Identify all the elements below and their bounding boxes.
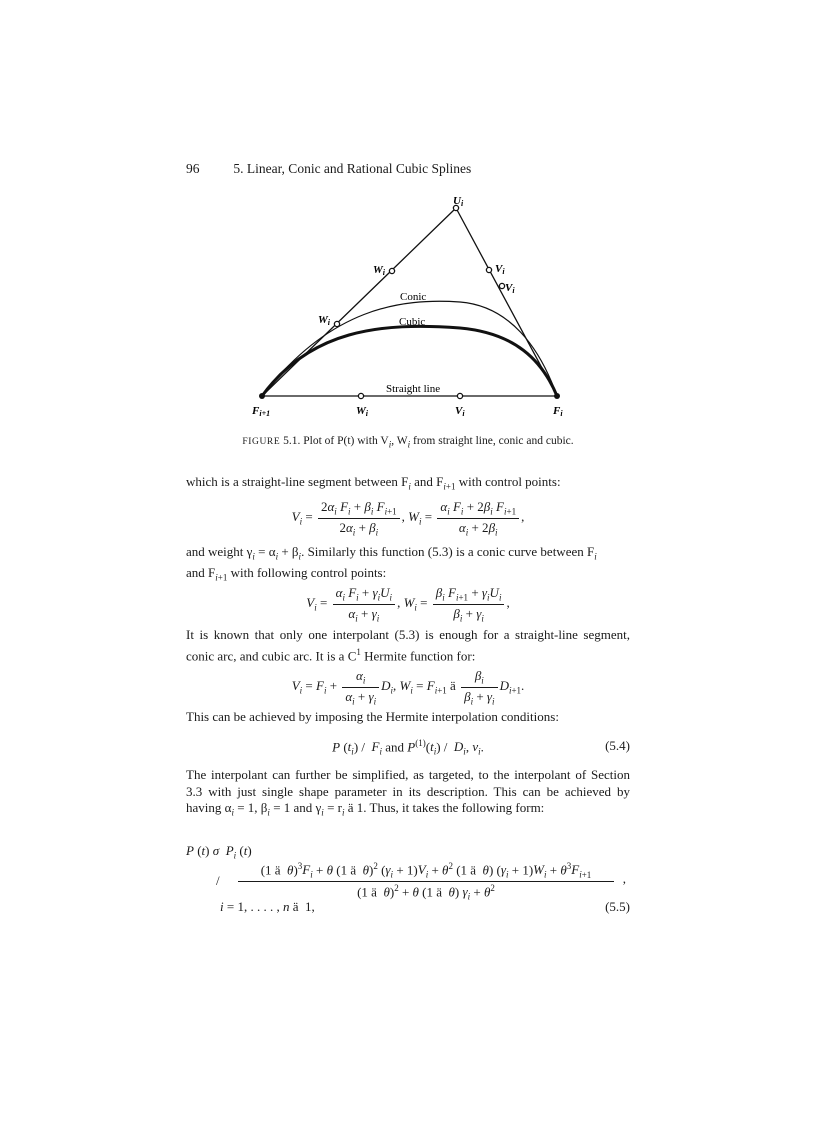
equation-1: $V_i$ = $\frac{2\alpha_i F_i + \beta_i F_{i+1}}{2\alpha_i + \beta_i}$ , $W_i$ = $\frac{\alpha_i F_i + 2\beta_i F_{i+1}}{\alpha_i + 2\beta_i}$ ,	[291, 499, 525, 538]
p2e: and F	[186, 565, 216, 581]
p1b: and F	[410, 474, 444, 489]
equation-2: $V_i$ = $\frac{\alpha_i F_i + \gamma_iU_i}{\alpha_i + \gamma_i}$ , $W_i$ = $\frac{\beta_i F_{i+1} + \gamma_iU_i}{\beta_i + \gamma_i}$ ,	[306, 585, 510, 624]
point-f-i	[554, 393, 560, 399]
p5: The interpolant can further be simplified, as targeted, to the interpolant of Section 3.3 with just single shape parameter in its description. This can be achieved by having α	[186, 767, 630, 815]
label-w-lower: Wi	[318, 314, 331, 327]
eq-5-5-fraction: / (1 ä $\theta)^3F_i + \theta$ (1 ä θ)$^2$ $(\gamma_i + 1)V_i + \theta^2$ (1 ä θ) $(\gamma_i + 1)W_i + \theta^3F_{i+1}$ (1 ä θ)$^2$ + θ (1 ä θ) $\gamma_i + \theta^2$ ,	[216, 860, 626, 902]
eq-5-5-tag: (5.5)	[605, 898, 630, 914]
p1: which is a straight-line segment between F	[186, 474, 409, 489]
p3b: Hermite function for:	[360, 647, 476, 663]
p3: It is known that only one interpolant (5.3) is enough for a straight-line segment, conic arc, and cubic arc. It is a C	[186, 627, 630, 663]
running-title: 5. Linear, Conic and Rational Cubic Splines	[233, 161, 472, 176]
label-conic: Conic	[400, 291, 427, 303]
p2c: + β	[278, 544, 299, 559]
figure-caption: FIGURE 5.1. Plot of P(t) with $V_i$, $W_i$ from straight line, conic and cubic.	[242, 435, 574, 450]
paragraph-4	[186, 709, 630, 726]
point-w-upper	[389, 268, 394, 273]
p5b: = 1, β	[233, 800, 268, 815]
label-w-base: Wi	[356, 405, 369, 418]
label-w-upper: Wi	[373, 264, 386, 277]
caption-text2: , W	[391, 435, 408, 447]
p4: This can be achieved by imposing the Hermite interpolation conditions:	[186, 709, 559, 724]
p5d: = r	[323, 800, 342, 815]
eq-5-5-range: i = 1, . . . . , n ä 1, (5.5)	[220, 898, 630, 914]
equation-3: $V_i = F_i$ + $\frac{\alpha_i}{\alpha_i + \gamma_i}$ $D_i$, $W_i = F_{i+1}$ ä $\frac{\beta_i}{\beta_i + \gamma_i}$ $D_{i+1}$.	[291, 668, 525, 707]
paragraph-1: which is a straight-line segment between $F_i$ and $F_{i+1}$ with control points:	[186, 474, 561, 492]
p2d: . Similarly this function (5.3) is a conic curve between F	[301, 544, 595, 559]
point-w-base	[358, 393, 363, 398]
p1c: with control points:	[455, 474, 561, 489]
equation-5-5	[186, 843, 630, 915]
figure-5-1	[0, 0, 816, 440]
equation-5-4: P $(t_i) / F_i$ and $P^{(1)}(t_i) / D_i$, $\nu_i$. (5.4)	[332, 738, 630, 757]
caption-text3: from straight line, conic and cubic.	[410, 435, 574, 447]
label-cubic: Cubic	[399, 316, 426, 328]
page-number: 96	[186, 161, 200, 176]
caption-prefix: FIGURE	[242, 437, 281, 447]
p5c: = 1 and γ	[269, 800, 322, 815]
paragraph-5: The interpolant can further be simplified, as targeted, to the interpolant of Section 3.3 with just single shape parameter in its description. This can be achieved by having $\alpha_i = 1$, $\beta_i = 1$ and $\gamma_i = r_i$ ä 1. Thus, it takes the following form:	[186, 767, 630, 818]
p2b: = α	[254, 544, 276, 559]
p5e: ä 1. Thus, it takes the following form:	[344, 800, 545, 815]
caption-number: 5.1.	[283, 435, 301, 447]
label-f-i1: Fi+1	[252, 405, 271, 418]
point-v-base	[457, 393, 462, 398]
p2: and weight γ	[186, 544, 253, 559]
label-u: Ui	[453, 195, 464, 208]
label-f-i: Fi	[553, 405, 563, 418]
label-v-lower: Vi	[505, 282, 515, 295]
point-f-i1	[259, 393, 265, 399]
label-straight-line: Straight line	[386, 383, 441, 395]
eq-5-5-line1: P (t) σ $P_i$ (t)	[186, 843, 252, 861]
point-v-lower	[499, 283, 504, 288]
caption-text: Plot of P(t) with V	[303, 435, 389, 447]
eq-5-4-tag: (5.4)	[605, 738, 630, 753]
point-w-lower	[334, 321, 339, 326]
paragraph-2: and weight $\gamma_i = \alpha_i + \beta_i$. Similarly this function (5.3) is a conic curve between $F_i$ and $F_{i+1}$ with following control points:	[186, 544, 597, 583]
point-v-upper	[486, 267, 491, 272]
label-v-upper: Vi	[495, 263, 505, 276]
paragraph-3: It is known that only one interpolant (5.3) is enough for a straight-line segment, conic arc, and cubic arc. It is a $C^1$ Hermite function for:	[186, 627, 630, 663]
label-v-base: Vi	[455, 405, 465, 418]
p2f: with following control points:	[227, 565, 387, 581]
